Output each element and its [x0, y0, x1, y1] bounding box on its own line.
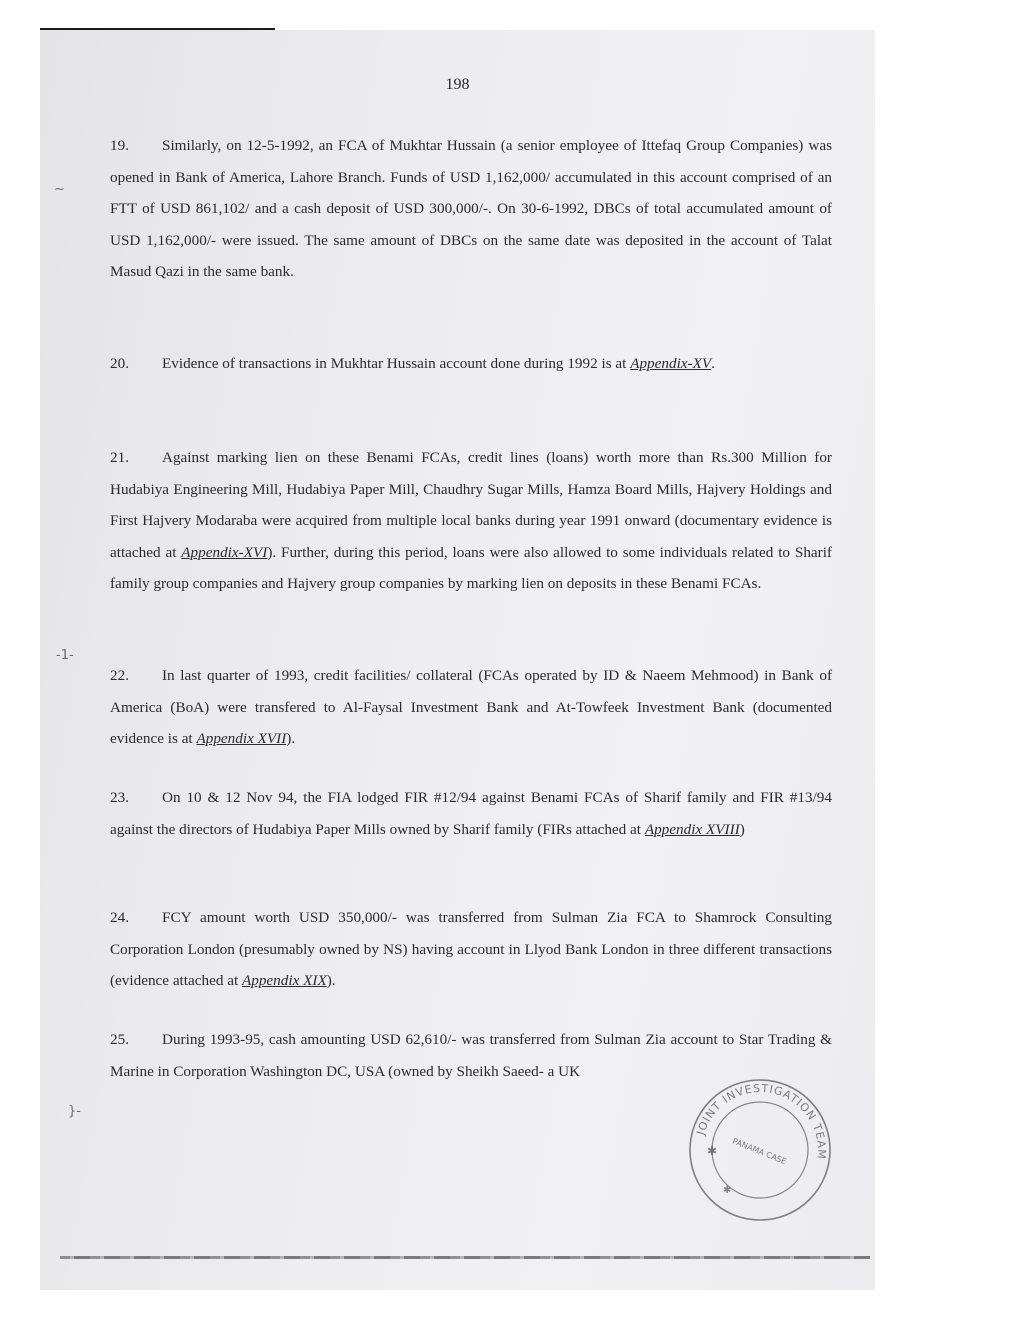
margin-pencil-mark: ~: [54, 182, 65, 197]
paragraph-text: On 10 & 12 Nov 94, the FIA lodged FIR #12/94 against Benami FCAs of Sharif family and FIR #13/94 against the directors of Hudabiya Paper Mills owned by Sharif family (FIRs attached at: [110, 789, 832, 838]
paragraph-text: Similarly, on 12-5-1992, an FCA of Mukhtar Hussain (a senior employee of Ittefaq Group Companies) was opened in Bank of America, Lahore Branch. Funds of USD 1,162,000/ accumulated in this account comprised of an FTT of USD 861,102/ and a cash deposit of USD 300,000/-. On 30-6-1992, DBCs of total accumulated amount of USD 1,162,000/- were issued. The same amount of DBCs on the same date was deposited in the account of Talat Masud Qazi in the same bank.: [110, 137, 832, 280]
paragraph-24: [110, 902, 832, 997]
paragraph-19: [110, 130, 832, 288]
paragraph-text: In last quarter of 1993, credit facilities/ collateral (FCAs operated by ID & Naeem Mehmood) in Bank of America (BoA) were transfered to Al-Faysal Investment Bank and At-Towfeek Investment Bank (documented evidence is at: [110, 667, 832, 747]
appendix-reference-link[interactable]: Appendix XVII: [196, 730, 287, 747]
paragraph-text-tail: ).: [286, 730, 296, 747]
paragraph-number: 24.: [110, 909, 129, 926]
paragraph-number: 22.: [110, 667, 129, 684]
paragraph-number: 21.: [110, 449, 129, 466]
paragraph-20: [110, 348, 832, 380]
paragraph-text: Against marking lien on these Benami FCAs, credit lines (loans) worth more than Rs.300 Million for Hudabiya Engineering Mill, Hudabiya Paper Mill, Chaudhry Sugar Mills, Hamza Board Mills, Hajvery Holdings and First Hajvery Modaraba were acquired from multiple local banks during year 1991 onward (documentary evidence is attached at: [110, 449, 832, 561]
paragraph-number: 19.: [110, 137, 129, 154]
appendix-reference-link[interactable]: Appendix XIX: [241, 972, 327, 989]
stamp-center-text: PANAMA CASE: [731, 1136, 788, 1167]
paragraph-23: [110, 782, 832, 845]
paragraph-number: 20.: [110, 355, 129, 372]
paragraph-text-tail: .: [711, 355, 715, 372]
appendix-reference-link[interactable]: Appendix-XVI: [181, 543, 268, 561]
paragraph-21: [110, 442, 832, 600]
scanned-edge-line: [60, 1256, 870, 1259]
page-number: 198: [445, 76, 470, 93]
paragraph-text: During 1993-95, cash amounting USD 62,610/- was transferred from Sulman Zia account to Star Trading & Marine in Corporation Washington DC, USA (owned by Sheikh Saeed- a UK: [110, 1031, 832, 1080]
svg-text:✱: ✱: [723, 1185, 732, 1196]
paragraph-text: FCY amount worth USD 350,000/- was transferred from Sulman Zia FCA to Shamrock Consulting Corporation London (presumably owned by NS) having account in Llyod Bank London in three different transactions (evidence attached at: [110, 909, 832, 989]
paragraph-22: [110, 660, 832, 755]
paragraph-text-tail: ). Further, during this period, loans were also allowed to some individuals related to Sharif family group companies and Hajvery group companies by marking lien on deposits in these Benami FCAs.: [110, 543, 832, 592]
paragraph-text-tail: ).: [326, 972, 336, 989]
paragraph-text: Evidence of transactions in Mukhtar Hussain account done during 1992 is at: [162, 355, 627, 372]
margin-pencil-mark: }-: [68, 1104, 81, 1119]
margin-pencil-mark: -1-: [56, 648, 74, 663]
appendix-reference-link[interactable]: Appendix XVIII: [644, 820, 740, 838]
official-seal-stamp: [685, 1075, 835, 1225]
paragraph-text-tail: ): [739, 820, 745, 838]
appendix-reference-link[interactable]: Appendix-XV: [630, 355, 712, 372]
paragraph-number: 23.: [110, 789, 129, 806]
svg-text:✱: ✱: [707, 1144, 718, 1158]
stamp-ring-text: JOINT INVESTIGATION TEAM: [694, 1081, 829, 1161]
paragraph-number: 25.: [110, 1031, 129, 1048]
document-page: [40, 30, 875, 1290]
